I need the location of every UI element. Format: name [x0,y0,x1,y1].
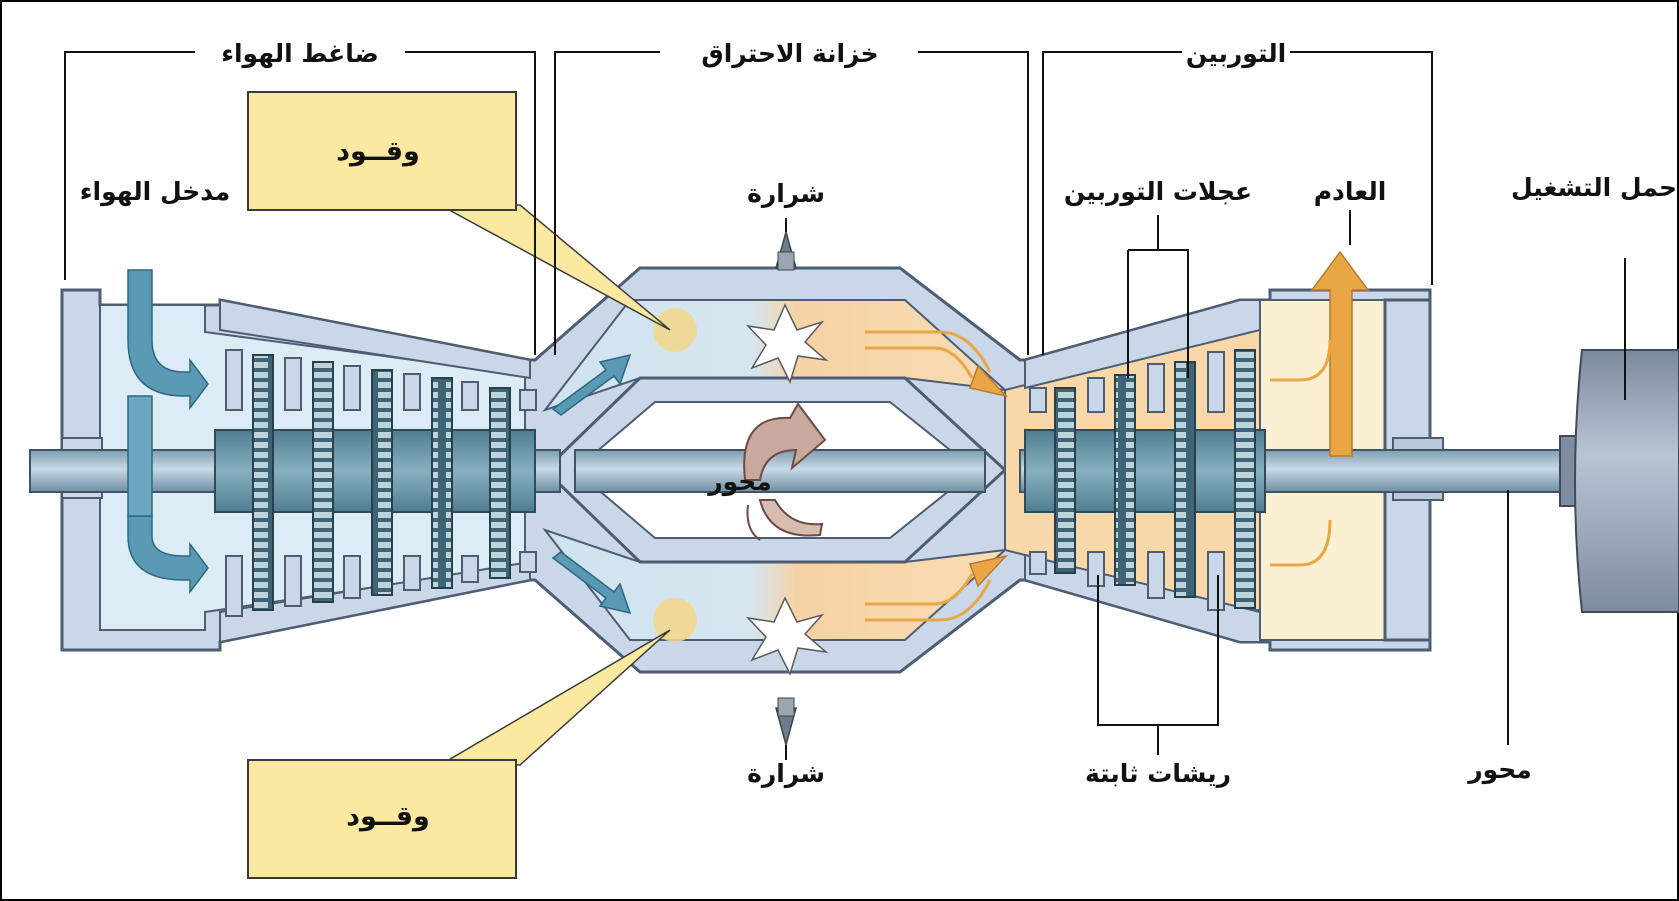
fuel-label-top: وقــود [336,136,420,167]
shaft-label-center: محور [708,467,772,496]
spark-label-bottom: شرارة [747,759,825,788]
fuel-label-bottom: وقــود [346,801,430,832]
air-inlet-label: مدخل الهواء [79,177,231,206]
spark-label-top: شرارة [747,179,825,208]
shaft-label-right: محور [1468,755,1532,784]
combustion-chamber-label: خزانة الاحتراق [701,39,879,68]
fixed-blades-label: ريشات ثابتة [1085,759,1231,788]
turbine-label: التوربين [1185,39,1287,68]
compressor-label: ضاغط الهواء [221,39,379,68]
main-shaft-center [575,450,985,492]
operating-load [1575,350,1679,612]
operating-load-label: حمل التشغيل [1510,173,1678,202]
exhaust-label: العادم [1313,177,1387,206]
turbine-wheels-label: عجلات التوربين [1063,177,1253,206]
